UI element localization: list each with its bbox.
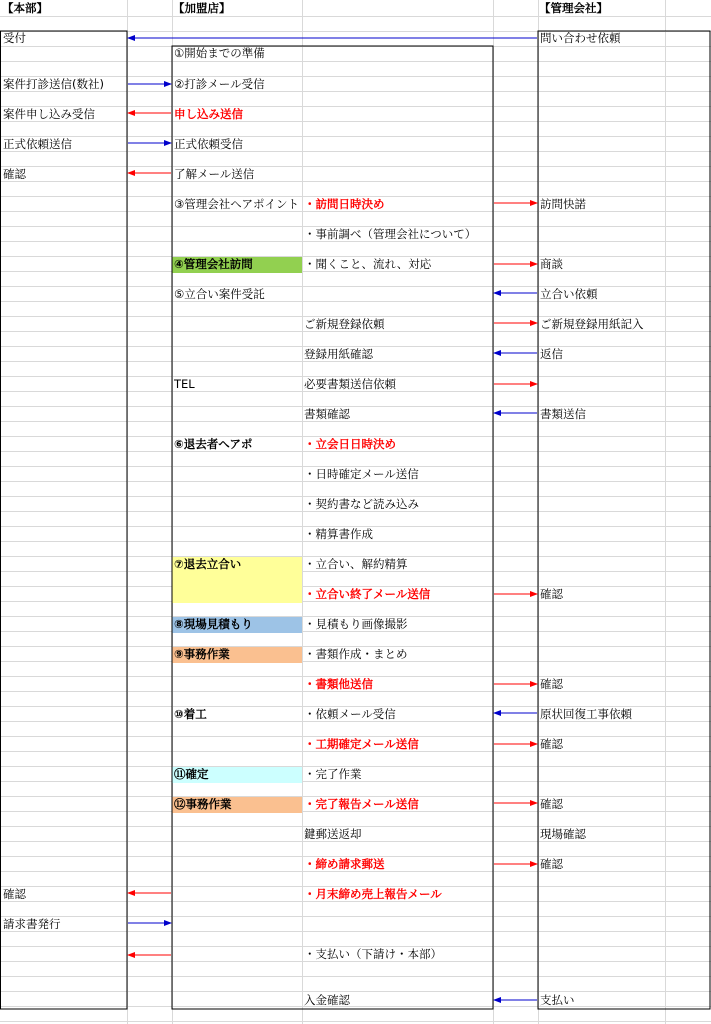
kameiten-step: ④管理会社訪問 [174,257,253,271]
task-cell: ・完了作業 [304,767,362,781]
task-cell: ・書類作成・まとめ [304,647,408,661]
kameiten-step: ③管理会社へアポイント [174,197,299,211]
task-cell: 書類確認 [304,407,350,421]
kameiten-step: 了解メール送信 [174,167,255,181]
kanri-cell: 書類送信 [540,407,586,421]
kameiten-step: ②打診メール受信 [174,77,265,91]
kameiten-step: ⑪確定 [174,767,209,781]
kanri-cell: 確認 [540,677,563,691]
header-honbu: 【本部】 [2,1,48,15]
kameiten-step: ⑩着工 [174,707,207,721]
task-cell: ・月末締め売上報告メール [304,887,442,901]
task-cell: ・事前調べ（管理会社について） [304,227,477,241]
task-cell: ・支払い（下請け・本部） [304,947,442,961]
kameiten-step: ①開始までの準備 [174,46,265,60]
task-cell: 鍵郵送返却 [304,827,362,841]
kanri-cell: 原状回復工事依頼 [540,707,632,721]
kameiten-step: TEL [174,377,195,391]
task-cell: ・契約書など読み込み [304,497,419,511]
task-cell: ・立合い、解約精算 [304,557,408,571]
kanri-cell: 立合い依頼 [540,287,598,301]
kameiten-step: ⑥退去者へアポ [174,437,253,451]
honbu-cell: 確認 [3,167,26,181]
kanri-cell: 現場確認 [540,827,586,841]
kanri-cell: 確認 [540,737,563,751]
honbu-cell: 請求書発行 [3,917,61,931]
kanri-cell: 支払い [540,993,575,1007]
kameiten-step: 申し込み送信 [174,107,243,121]
task-cell: ・完了報告メール送信 [304,797,419,811]
kanri-cell: 商談 [540,257,563,271]
kameiten-step: ⑧現場見積もり [174,617,253,631]
task-cell: ・立会日日時決め [304,437,396,451]
honbu-cell: 正式依頼送信 [3,137,72,151]
task-cell: ・書類他送信 [304,677,373,691]
task-cell: ・訪問日時決め [304,197,385,211]
task-cell: ・日時確定メール送信 [304,467,419,481]
kanri-cell: 確認 [540,587,563,601]
task-cell: ご新規登録依頼 [304,317,385,331]
honbu-cell: 案件申し込み受信 [3,107,95,121]
kanri-cell: ご新規登録用紙記入 [540,317,644,331]
task-cell: ・工期確定メール送信 [304,737,419,751]
task-cell: ・精算書作成 [304,527,373,541]
kameiten-step: ⑨事務作業 [174,647,230,661]
kanri-cell: 返信 [540,347,563,361]
task-cell: ・立合い終了メール送信 [304,587,431,601]
honbu-cell: 確認 [3,887,26,901]
kameiten-step: ⑫事務作業 [174,797,232,811]
honbu-cell: 案件打診送信(数社) [3,77,104,91]
task-cell: ・見積もり画像撮影 [304,617,408,631]
kanri-cell: 訪問快諾 [540,197,586,211]
task-cell: ・依頼メール受信 [304,707,396,721]
task-cell: ・聞くこと、流れ、対応 [304,257,432,271]
kanri-cell: 確認 [540,857,563,871]
kameiten-step: ⑦退去立合い [174,557,242,571]
kameiten-step: 正式依頼受信 [174,137,243,151]
header-kameiten: 【加盟店】 [173,1,231,15]
task-cell: 必要書類送信依頼 [304,377,396,391]
honbu-cell: 受付 [3,31,26,45]
kameiten-step: ⑤立合い案件受託 [174,287,265,301]
task-cell: 登録用紙確認 [304,347,373,361]
task-cell: ・締め請求郵送 [304,857,385,871]
kanri-lane-border [538,31,710,1009]
kanri-cell: 確認 [540,797,563,811]
task-cell: 入金確認 [304,993,350,1007]
kanri-cell: 問い合わせ依頼 [540,31,621,45]
header-kanri: 【管理会社】 [539,1,608,15]
